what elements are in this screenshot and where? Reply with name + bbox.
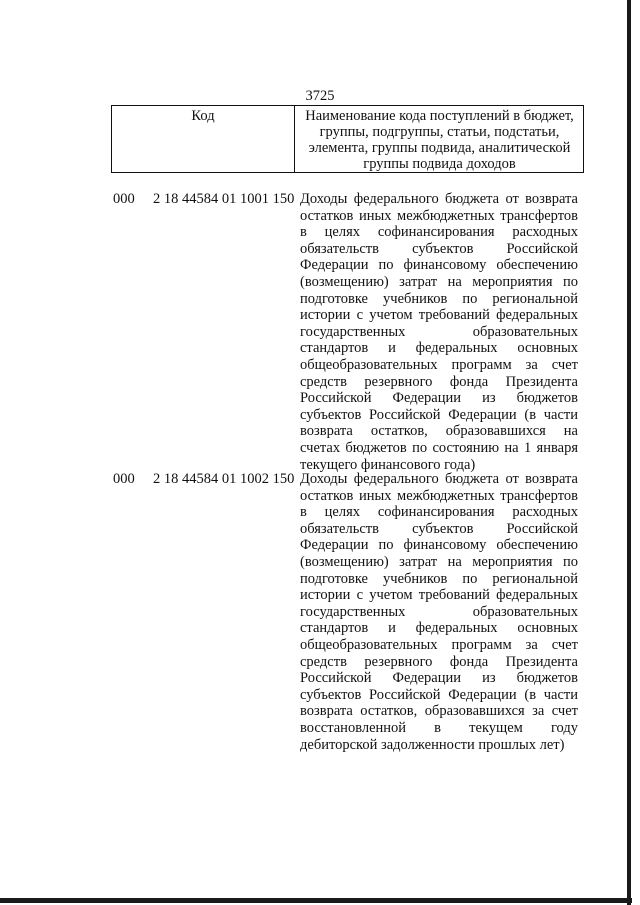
header-name-label: Наименование кода поступлений в бюджет, группы, подгруппы, статьи, подстатьи, элемента, группы подвида, аналитической группы подвида доходов: [305, 108, 574, 172]
header-column-divider: [294, 106, 295, 172]
row-budget-code: 2 18 44584 01 1002 150: [153, 471, 295, 487]
row-budget-code: 2 18 44584 01 1001 150: [153, 191, 295, 207]
row-admin-code: 000: [113, 471, 135, 487]
row-description: Доходы федерального бюджета от возврата остатков иных межбюджетных трансфертов в целях софинансирования расходных обязательств субъектов Российской Федерации по финансовому обеспечению (возмещению) затрат на мероприятия по подготовке учебников по региональной истории с учетом требований федеральных государственных образовательных стандартов и федеральных основных общеобразовательных программ за счет средств резервного фонда Президента Российской Федерации из бюджетов субъектов Российской Федерации (в части возврата остатков, образовавшихся за счет восстановленной в текущем году дебиторской задолженности прошлых лет): [300, 471, 578, 753]
row-admin-code: 000: [113, 191, 135, 207]
table-header: [111, 105, 584, 173]
scan-edge-bottom: [0, 898, 632, 903]
scan-edge-right: [627, 0, 631, 905]
header-code-label: Код: [191, 108, 215, 124]
row-description: Доходы федерального бюджета от возврата остатков иных межбюджетных трансфертов в целях софинансирования расходных обязательств субъектов Российской Федерации по финансовому обеспечению (возмещению) затрат на мероприятия по подготовке учебников по региональной истории с учетом требований федеральных государственных образовательных стандартов и федеральных основных общеобразовательных программ за счет средств резервного фонда Президента Российской Федерации из бюджетов субъектов Российской Федерации (в части возврата остатков, образовавшихся на счетах бюджетов по состоянию на 1 января текущего финансового года): [300, 191, 578, 473]
page-number: 3725: [305, 88, 335, 104]
